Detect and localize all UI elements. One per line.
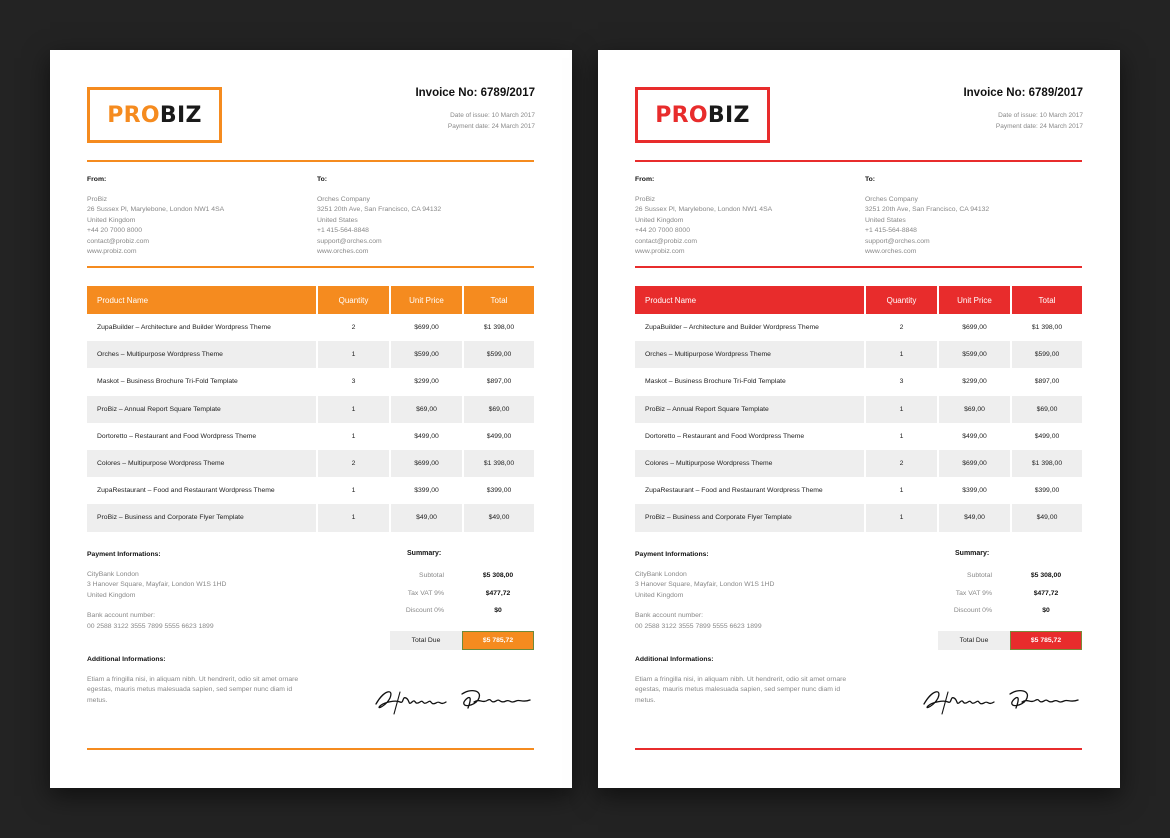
cell-product-name: Maskot – Business Brochure Tri-Fold Template xyxy=(645,378,786,386)
cell-quantity: 2 xyxy=(316,314,389,341)
table-row xyxy=(87,423,534,450)
cell-unit-price: $399,00 xyxy=(389,477,462,504)
account-number: 00 2588 3122 3555 7899 5555 6623 1899 xyxy=(87,622,214,630)
from-line: +44 20 7000 8000 xyxy=(87,227,142,234)
total-due-label: Total Due xyxy=(938,631,1010,650)
logo-pro-text: PRO xyxy=(107,102,160,128)
cell-product-name: Orches – Multipurpose Wordpress Theme xyxy=(97,351,223,359)
bank-country: United Kingdom xyxy=(635,591,684,599)
cell-total: $399,00 xyxy=(1010,477,1082,504)
discount-label: Discount 0% xyxy=(953,607,992,615)
cell-total: $599,00 xyxy=(1010,341,1082,368)
invoice-number: Invoice No: 6789/2017 xyxy=(415,87,535,99)
summary-heading: Summary: xyxy=(955,550,990,557)
cell-total: $69,00 xyxy=(462,396,534,423)
date-of-issue: Date of issue: 10 March 2017 xyxy=(998,112,1083,119)
subtotal-value: $5 308,00 xyxy=(482,572,514,580)
cell-total: $1 398,00 xyxy=(1010,314,1082,341)
cell-unit-price: $699,00 xyxy=(937,450,1010,477)
bank-address: 3 Hanover Square, Mayfair, London W1S 1HD xyxy=(87,581,227,588)
signature-image xyxy=(918,682,1088,716)
additional-text: Etiam a fringilla nisi, in aliquam nibh. Ut hendrerit, odio sit amet ornare egestas, mauris metus malesuada sapien, sed semper nunc diam id metus. xyxy=(87,675,299,704)
cell-total: $1 398,00 xyxy=(1010,450,1082,477)
cell-unit-price: $299,00 xyxy=(937,368,1010,395)
from-website: www.probiz.com xyxy=(635,248,685,255)
payment-heading: Payment Informations: xyxy=(635,551,709,558)
cell-total: $69,00 xyxy=(1010,396,1082,423)
cell-quantity: 1 xyxy=(864,341,937,368)
subtotal-value: $5 308,00 xyxy=(1030,572,1062,580)
cell-quantity: 1 xyxy=(316,341,389,368)
divider-middle xyxy=(87,266,534,268)
probiz-logo xyxy=(635,87,770,143)
bank-address: 3 Hanover Square, Mayfair, London W1S 1HD xyxy=(635,581,775,588)
tax-label: Tax VAT 9% xyxy=(955,590,992,598)
table-row xyxy=(87,341,534,368)
cell-quantity: 2 xyxy=(316,450,389,477)
table-header xyxy=(87,286,534,314)
header-product-name: Product Name xyxy=(645,295,697,305)
from-heading: From: xyxy=(87,176,107,183)
subtotal-row xyxy=(938,567,1082,585)
tax-value: $477,72 xyxy=(485,590,511,598)
to-heading: To: xyxy=(317,176,328,183)
cell-quantity: 1 xyxy=(864,504,937,531)
divider-middle xyxy=(635,266,1082,268)
cell-unit-price: $699,00 xyxy=(937,314,1010,341)
cell-quantity: 1 xyxy=(864,423,937,450)
from-website: www.probiz.com xyxy=(87,248,137,255)
discount-value: $0 xyxy=(494,607,502,615)
payment-info xyxy=(87,550,226,632)
from-address xyxy=(635,175,772,258)
additional-text: Etiam a fringilla nisi, in aliquam nibh. Ut hendrerit, odio sit amet ornare egestas, mauris metus malesuada sapien, sed semper nunc diam id metus. xyxy=(635,675,847,704)
from-line: ProBiz xyxy=(635,195,656,203)
cell-unit-price: $699,00 xyxy=(389,450,462,477)
summary-heading: Summary: xyxy=(407,550,442,557)
cell-total: $897,00 xyxy=(1010,368,1082,395)
bank-name: CityBank London xyxy=(87,570,139,578)
cell-quantity: 3 xyxy=(316,368,389,395)
to-line: United States xyxy=(865,216,906,224)
cell-product-name: ZupaBuilder – Architecture and Builder Wordpress Theme xyxy=(645,324,819,332)
table-row xyxy=(87,396,534,423)
cell-product-name: ZupaRestaurant – Food and Restaurant Wordpress Theme xyxy=(97,487,275,495)
to-website: www.orches.com xyxy=(865,248,917,255)
discount-value: $0 xyxy=(1042,607,1050,615)
logo-biz-text: BIZ xyxy=(159,102,202,128)
cell-quantity: 1 xyxy=(316,504,389,531)
to-email: support@orches.com xyxy=(317,237,382,245)
logo-biz-text: BIZ xyxy=(707,102,750,128)
from-line: 26 Sussex Pl, Marylebone, London NW1 4SA xyxy=(87,206,225,213)
cell-unit-price: $69,00 xyxy=(937,396,1010,423)
invoice-page-orange xyxy=(50,50,572,788)
tax-label: Tax VAT 9% xyxy=(407,590,444,598)
table-header xyxy=(635,286,1082,314)
payment-date: Payment date: 24 March 2017 xyxy=(995,123,1083,130)
cell-quantity: 1 xyxy=(864,396,937,423)
additional-heading: Additional Informations: xyxy=(87,656,166,663)
divider-bottom xyxy=(635,748,1082,750)
cell-total: $1 398,00 xyxy=(462,450,534,477)
cell-product-name: ProBiz – Annual Report Square Template xyxy=(645,405,769,413)
subtotal-row xyxy=(390,567,534,585)
cell-product-name: Colores – Multipurpose Wordpress Theme xyxy=(97,460,225,468)
header-unit-price: Unit Price xyxy=(937,286,1010,314)
cell-total: $897,00 xyxy=(462,368,534,395)
discount-label: Discount 0% xyxy=(405,607,444,615)
total-due-row xyxy=(390,631,534,650)
to-email: support@orches.com xyxy=(865,237,930,245)
invoice-page-red xyxy=(598,50,1120,788)
subtotal-label: Subtotal xyxy=(419,572,444,580)
total-due-value: $5 785,72 xyxy=(462,631,534,650)
cell-product-name: ProBiz – Business and Corporate Flyer Template xyxy=(97,514,244,522)
cell-product-name: Colores – Multipurpose Wordpress Theme xyxy=(645,460,773,468)
table-row xyxy=(635,423,1082,450)
to-line: Orches Company xyxy=(865,195,918,203)
total-due-row xyxy=(938,631,1082,650)
header-total: Total xyxy=(1010,286,1082,314)
cell-quantity: 2 xyxy=(864,450,937,477)
cell-quantity: 1 xyxy=(864,477,937,504)
to-address xyxy=(317,175,441,258)
table-row xyxy=(635,504,1082,531)
cell-unit-price: $49,00 xyxy=(389,504,462,531)
cell-product-name: Maskot – Business Brochure Tri-Fold Template xyxy=(97,378,238,386)
date-of-issue: Date of issue: 10 March 2017 xyxy=(450,112,535,119)
header-quantity: Quantity xyxy=(316,286,389,314)
cell-unit-price: $399,00 xyxy=(937,477,1010,504)
table-row xyxy=(635,396,1082,423)
cell-unit-price: $599,00 xyxy=(389,341,462,368)
additional-info xyxy=(87,655,312,706)
cell-unit-price: $699,00 xyxy=(389,314,462,341)
probiz-logo xyxy=(87,87,222,143)
from-address xyxy=(87,175,224,258)
table-row xyxy=(87,504,534,531)
cell-unit-price: $499,00 xyxy=(389,423,462,450)
cell-product-name: Dortoretto – Restaurant and Food Wordpress Theme xyxy=(645,432,805,440)
table-row xyxy=(87,450,534,477)
bank-country: United Kingdom xyxy=(87,591,136,599)
invoice-dates xyxy=(996,110,1083,132)
account-label: Bank account number: xyxy=(635,612,704,619)
subtotal-label: Subtotal xyxy=(967,572,992,580)
to-line: United States xyxy=(317,216,358,224)
tax-row xyxy=(390,585,534,603)
from-line: United Kingdom xyxy=(87,216,136,224)
cell-unit-price: $69,00 xyxy=(389,396,462,423)
to-line: +1 415-564-8848 xyxy=(865,227,917,234)
account-number: 00 2588 3122 3555 7899 5555 6623 1899 xyxy=(635,622,762,630)
cell-product-name: ProBiz – Business and Corporate Flyer Template xyxy=(645,514,792,522)
header-total: Total xyxy=(462,286,534,314)
table-row xyxy=(635,314,1082,341)
invoice-number: Invoice No: 6789/2017 xyxy=(963,87,1083,99)
divider-top xyxy=(635,160,1082,162)
header-quantity: Quantity xyxy=(864,286,937,314)
from-line: ProBiz xyxy=(87,195,108,203)
cell-quantity: 1 xyxy=(316,396,389,423)
payment-date: Payment date: 24 March 2017 xyxy=(447,123,535,130)
products-table xyxy=(87,286,534,532)
from-heading: From: xyxy=(635,176,655,183)
cell-quantity: 1 xyxy=(316,423,389,450)
table-row xyxy=(635,368,1082,395)
to-address xyxy=(865,175,989,258)
payment-heading: Payment Informations: xyxy=(87,551,161,558)
cell-total: $49,00 xyxy=(1010,504,1082,531)
to-line: Orches Company xyxy=(317,195,370,203)
cell-quantity: 2 xyxy=(864,314,937,341)
divider-top xyxy=(87,160,534,162)
cell-product-name: Dortoretto – Restaurant and Food Wordpress Theme xyxy=(97,432,257,440)
account-label: Bank account number: xyxy=(87,612,156,619)
table-row xyxy=(87,368,534,395)
header-unit-price: Unit Price xyxy=(389,286,462,314)
products-table xyxy=(635,286,1082,532)
table-row xyxy=(635,450,1082,477)
cell-unit-price: $49,00 xyxy=(937,504,1010,531)
table-row xyxy=(87,314,534,341)
cell-quantity: 1 xyxy=(316,477,389,504)
to-website: www.orches.com xyxy=(317,248,369,255)
table-row xyxy=(635,477,1082,504)
to-line: 3251 20th Ave, San Francisco, CA 94132 xyxy=(317,206,442,213)
table-row xyxy=(87,477,534,504)
divider-bottom xyxy=(87,748,534,750)
from-line: 26 Sussex Pl, Marylebone, London NW1 4SA xyxy=(635,206,773,213)
cell-quantity: 3 xyxy=(864,368,937,395)
logo-pro-text: PRO xyxy=(655,102,708,128)
header-product-name: Product Name xyxy=(97,295,149,305)
cell-total: $1 398,00 xyxy=(462,314,534,341)
cell-product-name: ZupaBuilder – Architecture and Builder Wordpress Theme xyxy=(97,324,271,332)
table-row xyxy=(635,341,1082,368)
table-body xyxy=(87,314,534,532)
cell-unit-price: $599,00 xyxy=(937,341,1010,368)
tax-value: $477,72 xyxy=(1033,590,1059,598)
payment-info xyxy=(635,550,774,632)
to-line: 3251 20th Ave, San Francisco, CA 94132 xyxy=(865,206,990,213)
cell-total: $599,00 xyxy=(462,341,534,368)
cell-total: $499,00 xyxy=(1010,423,1082,450)
total-due-value: $5 785,72 xyxy=(1010,631,1082,650)
additional-info xyxy=(635,655,860,706)
cell-total: $499,00 xyxy=(462,423,534,450)
bank-name: CityBank London xyxy=(635,570,687,578)
additional-heading: Additional Informations: xyxy=(635,656,714,663)
cell-product-name: Orches – Multipurpose Wordpress Theme xyxy=(645,351,771,359)
to-heading: To: xyxy=(865,176,876,183)
signature-image xyxy=(370,682,540,716)
cell-unit-price: $299,00 xyxy=(389,368,462,395)
table-body xyxy=(635,314,1082,532)
discount-row xyxy=(938,602,1082,620)
invoice-dates xyxy=(448,110,535,132)
cell-total: $49,00 xyxy=(462,504,534,531)
tax-row xyxy=(938,585,1082,603)
from-line: United Kingdom xyxy=(635,216,684,224)
discount-row xyxy=(390,602,534,620)
to-line: +1 415-564-8848 xyxy=(317,227,369,234)
cell-total: $399,00 xyxy=(462,477,534,504)
total-due-label: Total Due xyxy=(390,631,462,650)
from-line: +44 20 7000 8000 xyxy=(635,227,690,234)
cell-product-name: ProBiz – Annual Report Square Template xyxy=(97,405,221,413)
from-email: contact@probiz.com xyxy=(87,237,150,245)
from-email: contact@probiz.com xyxy=(635,237,698,245)
cell-product-name: ZupaRestaurant – Food and Restaurant Wordpress Theme xyxy=(645,487,823,495)
cell-unit-price: $499,00 xyxy=(937,423,1010,450)
